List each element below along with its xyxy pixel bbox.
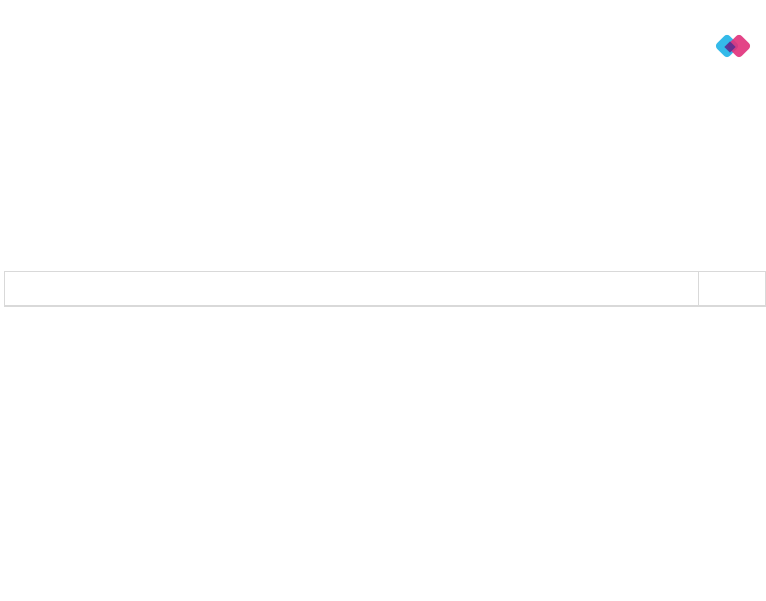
header-puntuacion bbox=[698, 272, 765, 305]
chiva-participa-logo bbox=[650, 33, 754, 91]
results-table bbox=[4, 271, 766, 307]
table-header bbox=[5, 272, 765, 306]
logo-heart-icon bbox=[650, 33, 754, 91]
